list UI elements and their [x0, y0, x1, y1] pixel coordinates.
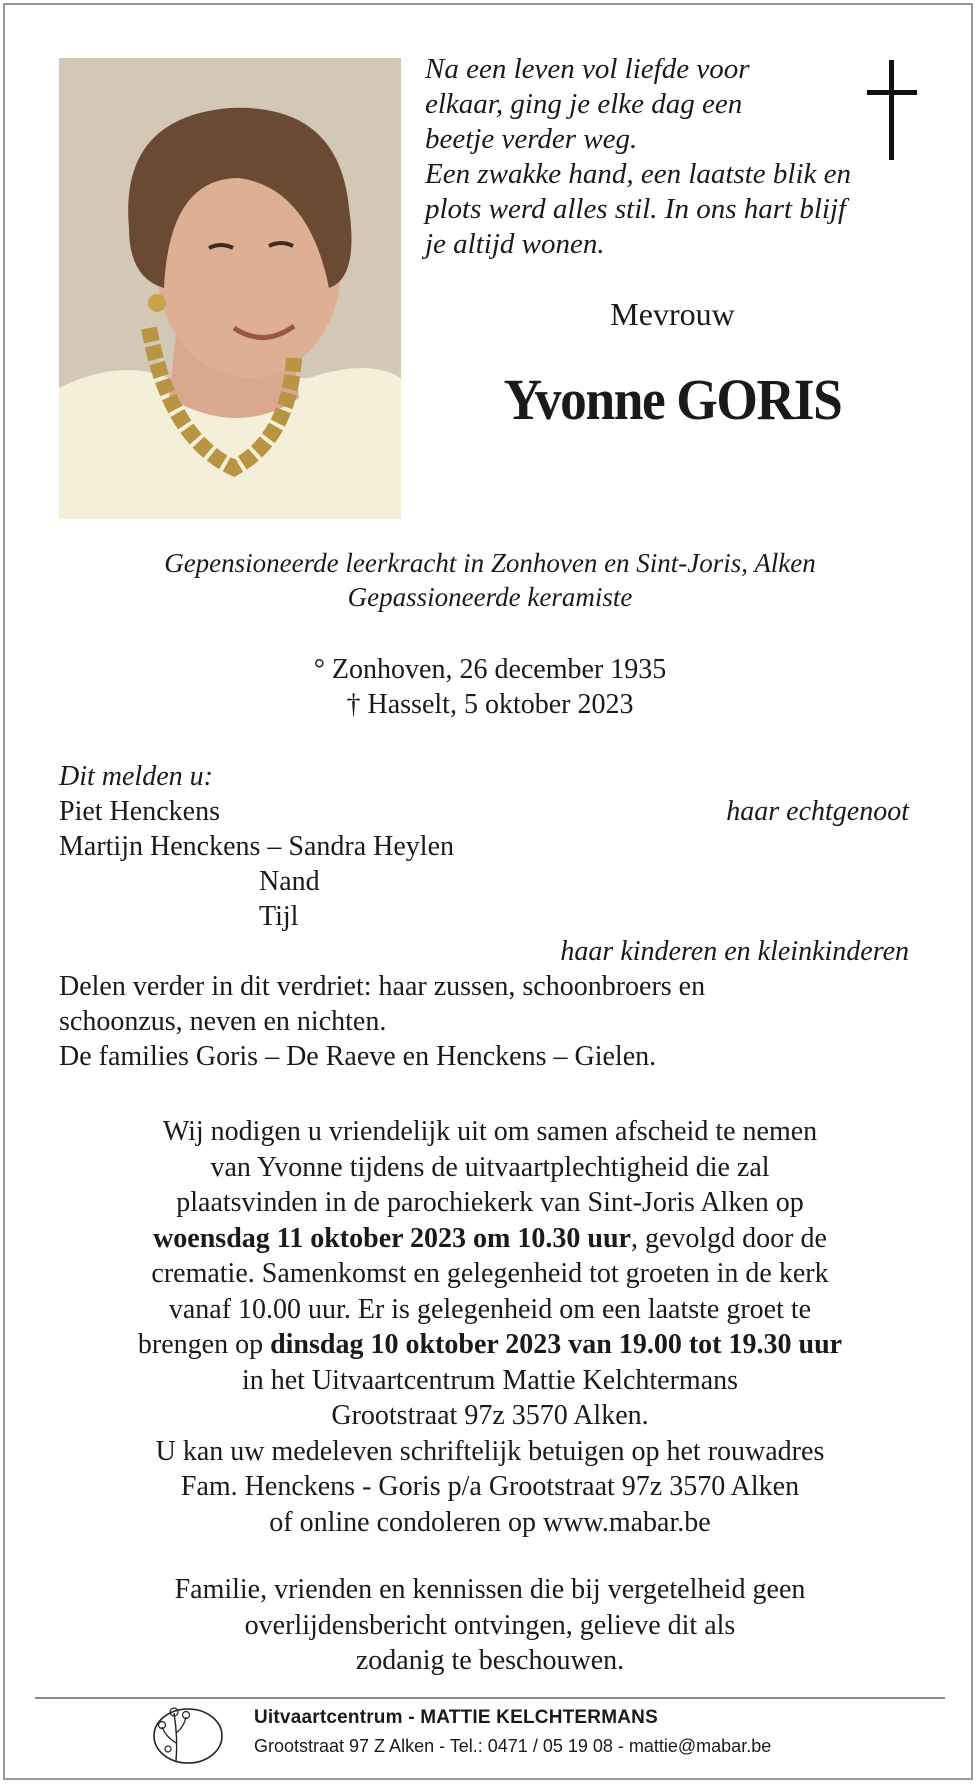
invitation-line: of online condoleren op www.mabar.be: [269, 1506, 711, 1538]
closing-line: zodanig te beschouwen.: [355, 1645, 625, 1676]
families-line: De families Goris – De Raeve en Henckens – Gielen.: [59, 1041, 657, 1072]
occupation-line: Gepensioneerde leerkracht in Zonhoven en Sint-Joris, Alken: [164, 548, 816, 578]
invitation-text: brengen op: [137, 1329, 271, 1360]
grandchild-name: Tijl: [259, 901, 299, 932]
family-intro: Dit melden u:: [59, 761, 213, 792]
spouse-role: haar echtgenoot: [726, 796, 909, 827]
poem-line: plots werd alles stil. In ons hart blijf: [425, 193, 847, 225]
spouse-name: Piet Henckens: [59, 796, 220, 827]
poem-line: elkaar, ging je elke dag een: [425, 88, 743, 120]
invitation-line: Grootstraat 97z 3570 Alken.: [331, 1400, 649, 1431]
family-list: [59, 759, 909, 1074]
funeral-datetime: woensdag 11 oktober 2023 om 10.30 uur: [153, 1222, 631, 1254]
cross-icon: [862, 60, 922, 160]
life-dates: [40, 652, 940, 722]
invitation-line: Fam. Henckens - Goris p/a Grootstraat 97z 3570 Alken: [180, 1471, 800, 1502]
invitation-line: vanaf 10.00 uur. Er is gelegenheid om een laatste groet te: [168, 1293, 812, 1325]
invitation-line: [40, 1327, 940, 1363]
invitation-line: Wij nodigen u vriendelijk uit om samen afscheid te nemen: [162, 1116, 818, 1147]
closing-note: [40, 1572, 940, 1679]
flower-circle-icon: [148, 1703, 226, 1767]
invitation-line: crematie. Samenkomst en gelegenheid tot groeten in de kerk: [151, 1258, 829, 1289]
invitation-line: in het Uitvaartcentrum Mattie Kelchtermans: [241, 1364, 739, 1396]
funeral-home-name: Uitvaartcentrum - MATTIE KELCHTERMANS: [254, 1707, 658, 1728]
invitation-line: van Yvonne tijdens de uitvaartplechtigheid die zal: [210, 1151, 770, 1183]
portrait-photo: [59, 58, 401, 519]
birth-date: ° Zonhoven, 26 december 1935: [313, 654, 667, 685]
death-date: † Hasselt, 5 oktober 2023: [346, 689, 634, 720]
closing-line: Familie, vrienden en kennissen die bij vergetelheid geen: [174, 1574, 806, 1605]
invitation-text: , gevolgd door de: [630, 1222, 827, 1254]
poem: [425, 52, 905, 262]
shared-grief-line: schoonzus, neven en nichten.: [59, 1006, 387, 1037]
funeral-home-address: Grootstraat 97 Z Alken - Tel.: 0471 / 05 19 08 - mattie@mabar.be: [254, 1736, 772, 1756]
salutation: Mevrouw: [610, 296, 735, 332]
poem-line: Een zwakke hand, een laatste blik en: [425, 158, 852, 190]
occupation-line: Gepassioneerde keramiste: [347, 582, 633, 612]
shared-grief-line: Delen verder in dit verdriet: haar zussen, schoonbroers en: [59, 971, 706, 1002]
poem-line: Na een leven vol liefde voor: [425, 53, 750, 85]
deceased-name: Yvonne GORIS: [503, 367, 842, 432]
closing-line: overlijdensbericht ontvingen, gelieve dit als: [244, 1609, 736, 1641]
footer-divider: [35, 1697, 945, 1699]
family-row: [59, 794, 909, 829]
invitation-line: U kan uw medeleven schriftelijk betuigen op het rouwadres: [155, 1435, 825, 1467]
invitation: [40, 1114, 940, 1540]
viewing-datetime: dinsdag 10 oktober 2023 van 19.00 tot 19.30 uur: [270, 1329, 843, 1360]
poem-line: beetje verder weg.: [425, 123, 638, 155]
children-names: Martijn Henckens – Sandra Heylen: [59, 831, 454, 862]
children-role: haar kinderen en kleinkinderen: [560, 936, 909, 967]
grandchild-name: Nand: [259, 866, 320, 897]
invitation-line: [40, 1221, 940, 1257]
occupation: [40, 546, 940, 614]
invitation-line: plaatsvinden in de parochiekerk van Sint-Joris Alken op: [176, 1187, 804, 1218]
poem-line: je altijd wonen.: [425, 228, 605, 260]
